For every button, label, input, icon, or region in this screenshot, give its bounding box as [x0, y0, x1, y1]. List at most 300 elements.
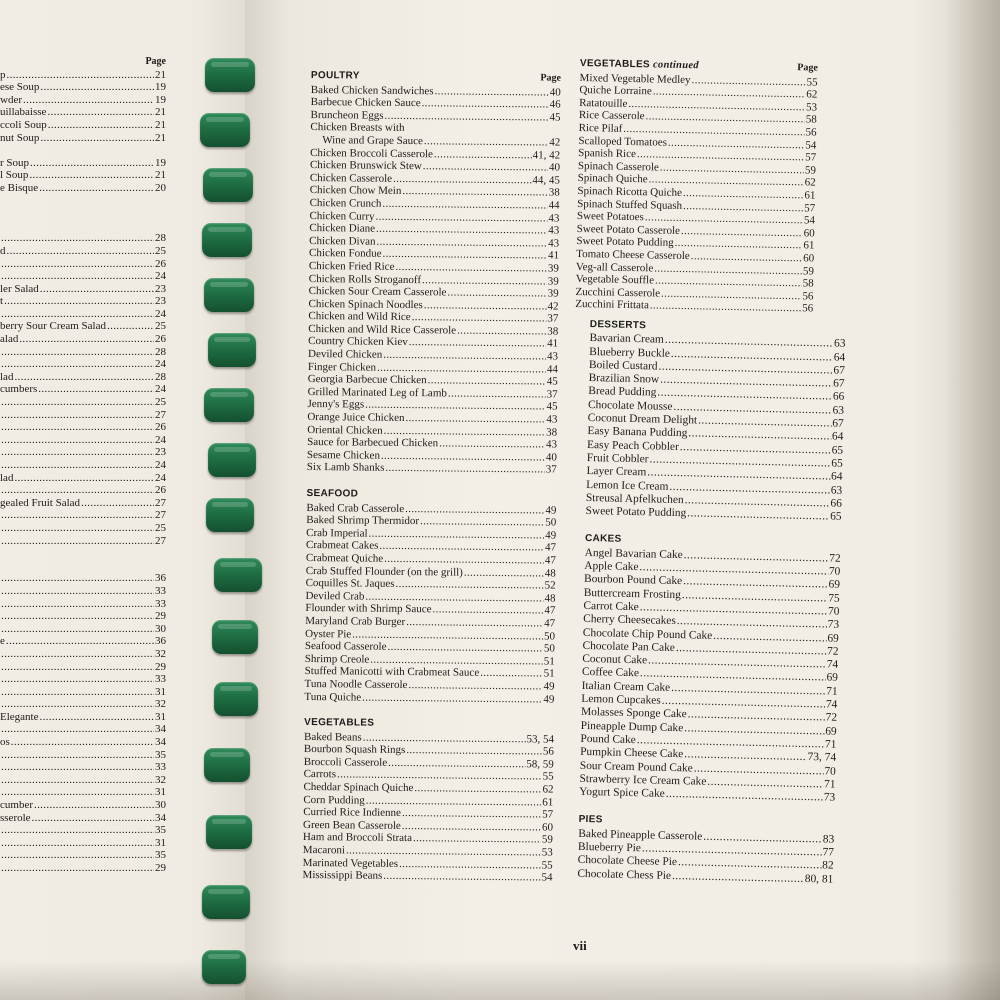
entry-page-number: 47: [544, 554, 556, 567]
entry-title: ler Salad: [0, 282, 39, 295]
section-heading: POULTRY: [310, 70, 360, 82]
entry-title: Layer Cream: [586, 465, 647, 479]
spiral-loop: [208, 333, 256, 367]
section-vegetables-continued: [575, 58, 818, 315]
entry-page-number: 69: [826, 671, 839, 685]
section-heading: CAKES: [584, 533, 622, 546]
left-page-column: [0, 56, 166, 875]
dot-leader: [448, 387, 546, 401]
entry-page-number: 45: [546, 375, 558, 388]
entry-title: Apple Cake: [584, 559, 639, 574]
entry-title: Bourbon Squash Rings: [303, 743, 406, 757]
dot-leader: [1, 459, 154, 472]
entry-title: Cheddar Spinach Quiche: [303, 781, 414, 795]
entry-page-number: 53, 54: [526, 732, 555, 746]
entry-title: Lemon Ice Cream: [586, 478, 669, 493]
dot-leader: [383, 870, 540, 884]
index-entry: [0, 497, 166, 510]
dot-leader: [1, 648, 154, 661]
entry-page-number: 36: [155, 572, 166, 585]
left-page-entries: [0, 69, 166, 875]
section-heading: SEAFOOD: [306, 487, 359, 500]
entry-page-number: 80, 81: [804, 872, 834, 886]
entry-title: Jenny's Eggs: [307, 398, 365, 412]
entry-page-number: 39: [547, 274, 559, 288]
entry-page-number: 47: [544, 604, 556, 617]
dot-leader: [1, 434, 154, 447]
entry-title: t: [0, 295, 4, 308]
entry-page-number: 49: [543, 680, 555, 693]
entry-page-number: 70: [824, 764, 836, 778]
spiral-highlight: [211, 62, 249, 67]
entry-title: Veg-all Casserole: [575, 260, 654, 274]
entry-title: nut Soup: [0, 131, 40, 144]
spiral-loop: [204, 388, 254, 422]
dot-leader: [1, 484, 154, 497]
entry-title: Cherry Cheesecakes: [583, 613, 676, 628]
dot-leader: [362, 691, 542, 705]
entry-title: Crab Stuffed Flounder (on the grill): [305, 564, 463, 579]
dot-leader: [1, 346, 154, 359]
entry-title: Tomato Cheese Casserole: [576, 247, 690, 263]
entry-page-number: 61: [542, 796, 554, 809]
entry-title: Spinach Quiche: [577, 172, 648, 186]
index-entry: [0, 232, 166, 245]
index-entry: [0, 472, 166, 485]
entry-page-number: 27: [155, 408, 166, 421]
spiral-loop: [208, 443, 256, 477]
dot-leader: [1, 673, 154, 686]
entry-page-number: 32: [155, 773, 166, 786]
entry-title: cumber: [0, 799, 33, 812]
entry-title: Chicken Rolls Stroganoff: [308, 272, 422, 286]
entry-title: Italian Cream Cake: [581, 679, 671, 694]
spiral-loop: [203, 168, 253, 202]
dot-leader: [1, 774, 154, 787]
spacer: [0, 547, 166, 560]
entry-page-number: 24: [155, 270, 166, 283]
page-column-header: Page: [540, 72, 561, 84]
entry-page-number: 67: [833, 364, 846, 377]
entry-page-number: 44: [548, 199, 560, 212]
dot-leader: [1, 308, 154, 321]
entry-page-number: 70: [827, 605, 840, 618]
entry-title: Coconut Dream Delight: [587, 412, 698, 427]
entry-title: p: [0, 68, 6, 81]
spiral-loop: [204, 748, 250, 782]
entry-page-number: 63: [833, 337, 846, 351]
entry-title: Sweet Potato Casserole: [576, 222, 681, 237]
contents-column-3: [577, 318, 846, 887]
entry-page-number: 54: [541, 871, 553, 884]
entry-page-number: 37: [546, 388, 558, 401]
index-entry: [0, 698, 166, 711]
dot-leader: [439, 438, 545, 452]
entry-page-number: 61: [804, 189, 816, 202]
dot-leader: [1, 535, 154, 548]
dot-leader: [6, 635, 154, 648]
spiral-loop: [206, 815, 252, 849]
entry-title: Chocolate Chip Pound Cake: [582, 626, 713, 642]
entry-title: uillabaisse: [0, 106, 47, 119]
entry-page-number: 58: [805, 113, 817, 126]
dot-leader: [1, 509, 154, 522]
index-entry: [0, 270, 166, 283]
entry-page-number: 60: [803, 227, 815, 240]
entry-title: Bread Pudding: [588, 385, 657, 400]
dot-leader: [1, 598, 154, 611]
entry-page-number: 39: [547, 262, 559, 275]
spiral-loop: [202, 223, 252, 257]
index-entry: [0, 132, 166, 145]
entry-page-number: 57: [805, 151, 817, 164]
entry-title: Chicken Crunch: [309, 196, 382, 210]
entry-title: Carrots: [303, 768, 337, 781]
entry-page-number: 57: [804, 201, 816, 215]
entry-page-number: 26: [155, 257, 166, 270]
entry-title: Macaroni: [302, 843, 346, 857]
entry-title: Chicken Divan: [309, 234, 376, 248]
entry-page-number: 23: [155, 446, 166, 459]
entry-page-number: 52: [544, 579, 556, 592]
entry-title: Rice Casserole: [578, 109, 645, 123]
index-entry: [0, 635, 166, 648]
entry-page-number: 24: [155, 358, 166, 371]
dot-leader: [1, 270, 154, 283]
entry-page-number: 27: [155, 496, 166, 509]
entry-title: berry Sour Cream Salad: [0, 320, 106, 333]
entry-page-number: 59: [802, 264, 815, 278]
entry-page-number: 20: [155, 181, 166, 194]
page-column-header: Page: [145, 56, 166, 67]
entry-page-number: 58, 59: [526, 758, 554, 771]
entry-page-number: 64: [831, 430, 844, 444]
entry-title: Maryland Crab Burger: [305, 614, 406, 628]
spacer: [0, 207, 166, 220]
entry-page-number: 23: [155, 282, 166, 295]
entry-page-number: 38: [546, 426, 558, 439]
entry-page-number: 66: [830, 497, 842, 510]
entry-page-number: 66: [832, 391, 845, 404]
entry-page-number: 65: [831, 444, 844, 457]
index-entry: [0, 434, 166, 447]
entry-title: Seafood Casserole: [304, 640, 387, 653]
entry-title: Stuffed Manicotti with Crabmeat Sauce: [304, 665, 480, 680]
entry-page-number: 34: [155, 736, 166, 749]
entry-page-number: 53: [805, 101, 818, 114]
dot-leader: [384, 110, 548, 124]
entry-page-number: 26: [155, 333, 166, 346]
entry-page-number: 45: [549, 111, 561, 124]
entry-page-number: 39: [547, 287, 559, 300]
entry-title: Chicken and Wild Rice: [308, 310, 411, 324]
section-poultry: [307, 70, 561, 477]
entry-title: Coffee Cake: [581, 666, 640, 680]
entry-page-number: 41: [547, 337, 559, 351]
index-entry: [0, 245, 166, 258]
index-entry: [0, 774, 166, 787]
entry-page-number: 34: [155, 723, 166, 736]
entry-page-number: 26: [155, 421, 166, 434]
entry-page-number: 65: [830, 510, 842, 523]
dot-leader: [81, 497, 154, 510]
section-heading: DESSERTS: [589, 318, 647, 332]
entry-title: Mixed Vegetable Medley: [579, 71, 691, 86]
spiral-highlight: [214, 337, 250, 342]
dot-leader: [1, 786, 154, 799]
index-entry: [0, 572, 166, 585]
dot-leader: [1, 698, 154, 711]
entry-title: lad: [0, 471, 14, 484]
spacer: [0, 144, 166, 157]
entry-title: Crabmeat Cakes: [305, 539, 379, 553]
dot-leader: [48, 119, 154, 132]
entry-page-number: 67: [832, 417, 844, 430]
dot-leader: [434, 148, 532, 162]
spiral-highlight: [206, 117, 244, 122]
entry-title: Green Bean Casserole: [303, 818, 401, 832]
entry-list: [575, 72, 818, 316]
spiral-highlight: [218, 624, 252, 629]
index-entry: [0, 610, 166, 623]
dot-leader: [40, 283, 154, 296]
entry-title: Angel Bavarian Cake: [584, 546, 683, 561]
entry-page-number: 82: [822, 859, 834, 872]
entry-title: Sauce for Barbecued Chicken: [307, 436, 439, 450]
entry-page-number: 65: [831, 457, 843, 470]
index-entry: [0, 623, 166, 636]
entry-title: d: [0, 244, 6, 257]
page-edge-shadow: [945, 0, 1000, 1000]
dot-leader: [40, 81, 154, 94]
entry-page-number: 41, 42: [532, 148, 561, 162]
index-entry: [0, 459, 166, 472]
entry-page-number: 44, 45: [532, 174, 560, 187]
dot-leader: [40, 132, 154, 145]
entry-title: Mississippi Beans: [302, 869, 383, 883]
index-entry: [0, 673, 166, 686]
entry-title: Sesame Chicken: [306, 448, 381, 462]
entry-title: Zucchini Casserole: [575, 285, 661, 300]
entry-page-number: 74: [826, 658, 839, 671]
index-entry: [0, 182, 166, 195]
entry-title: Deviled Chicken: [307, 348, 383, 361]
entry-page-number: 57: [542, 808, 554, 821]
entry-page-number: 40: [548, 161, 561, 174]
entry-page-number: 49: [543, 692, 555, 706]
entry-page-number: 25: [155, 244, 166, 257]
entry-title: Coquilles St. Jaques: [305, 577, 395, 591]
entry-page-number: 63: [830, 484, 843, 497]
entry-title: Fruit Cobbler: [586, 451, 649, 466]
entry-page-number: 19: [155, 93, 166, 106]
index-entry: [0, 661, 166, 674]
entry-page-number: 50: [543, 642, 556, 655]
dot-leader: [1, 258, 154, 271]
index-entry: [307, 461, 557, 476]
entry-title: Blueberry Pie: [577, 840, 642, 855]
entry-title: Georgia Barbecue Chicken: [307, 373, 427, 387]
index-entry: [0, 333, 166, 346]
entry-title: Brazilian Snow: [588, 372, 660, 386]
entry-page-number: 56: [802, 290, 814, 303]
spiral-highlight: [212, 502, 248, 507]
entry-page-number: 72: [825, 711, 838, 725]
entry-page-number: 29: [155, 660, 166, 673]
section-vegetables: [302, 717, 554, 884]
entry-page-number: 28: [155, 345, 166, 358]
entry-page-number: 33: [155, 761, 166, 774]
dot-leader: [11, 736, 154, 749]
entry-title: Corn Pudding: [303, 793, 365, 807]
entry-page-number: 28: [155, 232, 166, 245]
entry-page-number: 30: [155, 799, 166, 812]
entry-title: Chicken Broccoli Casserole: [310, 146, 434, 160]
dot-leader: [38, 383, 154, 396]
index-entry: [0, 308, 166, 321]
entry-page-number: 43: [546, 438, 558, 451]
entry-page-number: 43: [548, 237, 560, 250]
entry-page-number: 60: [542, 821, 554, 834]
entry-page-number: 45: [546, 400, 558, 414]
index-entry: [0, 749, 166, 762]
entry-title: Bourbon Pound Cake: [583, 573, 683, 588]
entry-page-number: 25: [155, 396, 166, 409]
entry-title: Sour Cream Pound Cake: [579, 759, 693, 774]
entry-page-number: 30: [155, 622, 166, 635]
spiral-highlight: [208, 954, 240, 959]
entry-page-number: 37: [547, 312, 559, 325]
entry-page-number: 27: [155, 534, 166, 547]
spiral-highlight: [210, 282, 248, 287]
entry-page-number: 37: [545, 463, 557, 477]
entry-title: Flounder with Shrimp Sauce: [305, 602, 432, 616]
entry-page-number: 34: [155, 811, 166, 824]
spiral-highlight: [220, 562, 256, 567]
entry-title: Elegante: [0, 710, 39, 723]
entry-title: Curried Rice Indienne: [303, 806, 402, 820]
entry-title: Boiled Custard: [588, 358, 658, 373]
entry-page-number: 24: [155, 459, 166, 471]
entry-page-number: 50: [545, 516, 557, 529]
entry-title: Ratatouille: [579, 96, 628, 110]
index-entry: [0, 535, 166, 548]
entry-title: Country Chicken Kiev: [308, 335, 408, 349]
entry-page-number: 26: [155, 484, 166, 497]
entry-page-number: 59: [804, 164, 817, 177]
contents-column-1: [302, 70, 560, 884]
bottom-shadow: [0, 960, 1000, 1000]
entry-page-number: 49: [545, 504, 557, 517]
entry-title: Spinach Stuffed Squash: [577, 197, 683, 212]
entry-page-number: 59: [541, 833, 554, 847]
entry-page-number: 50: [544, 630, 556, 643]
entry-title: Oyster Pie: [305, 627, 352, 640]
entry-title: Barbecue Chicken Sauce: [310, 96, 421, 110]
entry-page-number: 44: [546, 363, 558, 376]
entry-title: Baked Chicken Sandwiches: [310, 83, 434, 97]
spiral-highlight: [209, 172, 247, 177]
entry-title: Bavarian Cream: [589, 332, 664, 346]
entry-page-number: 60: [803, 252, 815, 265]
entry-title: Deviled Crab: [305, 589, 365, 603]
index-entry: [0, 94, 166, 107]
section-heading: VEGETABLES: [579, 58, 651, 71]
index-entry: [0, 862, 166, 875]
entry-title: Baked Beans: [303, 730, 362, 744]
entry-title: ccoli Soup: [0, 118, 47, 131]
dot-leader: [19, 333, 154, 346]
dot-leader: [23, 94, 154, 107]
entry-page-number: 25: [155, 521, 166, 534]
index-entry: [0, 484, 166, 497]
dot-leader: [1, 749, 154, 762]
spiral-loop: [205, 58, 255, 92]
entry-title: Marinated Vegetables: [302, 856, 399, 870]
entry-title: Lemon Cupcakes: [581, 692, 661, 707]
entry-title: Tuna Quiche: [304, 690, 362, 704]
entry-page-number: 25: [155, 320, 166, 333]
entry-page-number: 64: [833, 351, 846, 364]
entry-page-number: 51: [543, 667, 555, 680]
index-entry: [302, 869, 552, 884]
entry-title: gealed Fruit Salad: [0, 496, 81, 509]
entry-page-number: 19: [155, 156, 166, 169]
entry-page-number: 31: [155, 786, 166, 799]
entry-title: Chocolate Pan Cake: [582, 639, 676, 654]
entry-page-number: 70: [828, 565, 841, 578]
entry-page-number: 24: [155, 471, 166, 484]
dot-leader: [480, 667, 543, 680]
entry-page-number: 75: [828, 592, 840, 605]
entry-title: Quiche Lorraine: [579, 84, 652, 98]
spiral-highlight: [210, 392, 248, 397]
index-entry: [0, 812, 166, 825]
entry-page-number: 62: [542, 783, 554, 796]
entry-title: Oriental Chicken: [307, 423, 383, 437]
entry-list: [304, 502, 556, 706]
dot-leader: [1, 446, 154, 459]
entry-title: Ham and Broccoli Strata: [302, 831, 413, 845]
entry-title: Vegetable Souffle: [575, 273, 655, 287]
index-entry: [0, 81, 166, 94]
section-desserts: [585, 318, 845, 524]
entry-title: Crab Imperial: [306, 526, 368, 540]
dot-leader: [432, 604, 543, 618]
entry-title: Orange Juice Chicken: [307, 411, 405, 425]
index-entry: [0, 761, 166, 774]
entry-title: Spinach Ricotta Quiche: [577, 184, 683, 199]
entry-page-number: 58: [802, 277, 814, 290]
dot-leader: [1, 723, 154, 736]
entry-page-number: 40: [549, 86, 561, 99]
entry-page-number: 73, 74: [807, 751, 837, 764]
spiral-loop: [214, 682, 258, 716]
entry-page-number: 43: [546, 413, 558, 426]
dot-leader: [1, 396, 154, 409]
index-entry: [0, 371, 166, 384]
entry-title: cumbers: [0, 383, 38, 396]
spiral-loop: [214, 558, 262, 592]
entry-page-number: 71: [826, 685, 838, 698]
dot-leader: [14, 472, 154, 485]
entry-title: Broccoli Casserole: [303, 755, 388, 769]
entry-page-number: 54: [803, 214, 816, 227]
entry-title: Scalloped Tomatoes: [578, 134, 668, 149]
entry-page-number: 69: [827, 632, 839, 645]
dot-leader: [4, 295, 154, 308]
entry-page-number: 72: [826, 645, 839, 658]
